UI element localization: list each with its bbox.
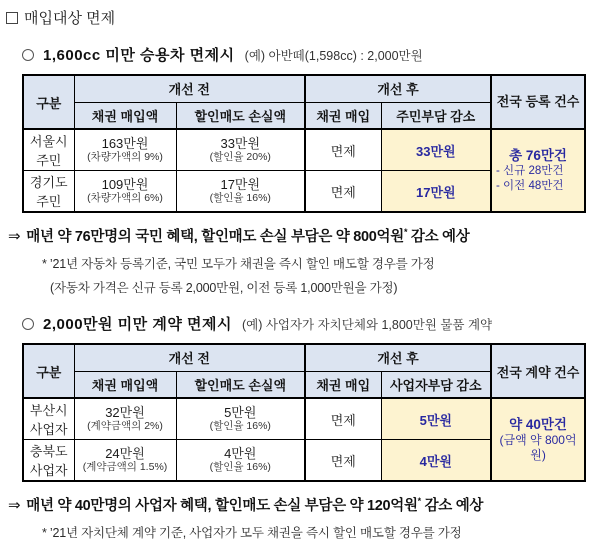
th-discount-sale-loss: 할인매도 손실액	[176, 371, 305, 398]
row-label-seoul: 서울시 주민	[23, 129, 74, 171]
th-nationwide-contracts: 전국 계약 건수	[491, 344, 585, 398]
cell-gyeonggi-exempt: 면제	[305, 171, 381, 213]
th-category: 구분	[23, 75, 74, 129]
contract-exemption-table	[22, 343, 586, 482]
section1-example: (예) 아반떼(1,598cc) : 2,000만원	[244, 49, 423, 63]
doc-title-text: 매입대상 면제	[24, 10, 116, 27]
cell-seoul-loss: 33만원 (할인율 20%)	[176, 129, 305, 171]
circle-bullet-icon	[22, 49, 34, 61]
th-nationwide-registrations: 전국 등록 건수	[491, 75, 585, 129]
doc-title	[6, 7, 592, 28]
table-row	[23, 129, 585, 171]
cell-seoul-purchase: 163만원 (차량가액의 9%)	[74, 129, 176, 171]
cell-busan-loss: 5만원 (할인율 16%)	[176, 398, 305, 440]
car-exemption-table	[22, 74, 586, 213]
row-label-gyeonggi: 경기도 주민	[23, 171, 74, 213]
square-bullet-icon	[6, 12, 18, 24]
section1-summary	[8, 225, 592, 246]
double-arrow-icon: ⇒	[8, 228, 21, 245]
th-resident-burden-reduction: 주민부담 감소	[381, 102, 491, 129]
cell-chungbuk-purchase: 24만원 (계약금액의 1.5%)	[74, 440, 176, 482]
section2-summary	[8, 494, 592, 515]
row-label-busan: 부산시 사업자	[23, 398, 74, 440]
th-business-burden-reduction: 사업자부담 감소	[381, 371, 491, 398]
th-category: 구분	[23, 344, 74, 398]
cell-chungbuk-loss: 4만원 (할인율 16%)	[176, 440, 305, 482]
section1-heading	[22, 44, 592, 65]
th-bond-purchase-amount: 채권 매입액	[74, 371, 176, 398]
th-bond-purchase: 채권 매입	[305, 371, 381, 398]
section2-heading	[22, 313, 592, 334]
cell-gyeonggi-purchase: 109만원 (차량가액의 6%)	[74, 171, 176, 213]
th-after: 개선 후	[305, 344, 491, 371]
th-after: 개선 후	[305, 75, 491, 102]
section2-heading-text: 2,000만원 미만 계약 면제시	[43, 316, 232, 333]
cell-chungbuk-reduction: 4만원	[381, 440, 491, 482]
cell-busan-exempt: 면제	[305, 398, 381, 440]
section1-note-2: (자동차 가격은 신규 등록 2,000만원, 이전 등록 1,000만원을 가정)	[50, 281, 398, 295]
table-row	[23, 398, 585, 440]
th-before: 개선 전	[74, 75, 305, 102]
row-label-chungbuk: 충북도 사업자	[23, 440, 74, 482]
cell-nationwide-contracts: 약 40만건 (금액 약 800억원)	[491, 398, 585, 481]
section1-note-1: * ’21년 자동차 등록기준, 국민 모두가 채권을 즉시 할인 매도할 경우를 가정	[42, 257, 435, 271]
cell-seoul-reduction: 33만원	[381, 129, 491, 171]
cell-gyeonggi-reduction: 17만원	[381, 171, 491, 213]
section2-example: (예) 사업자가 자치단체와 1,800만원 물품 계약	[241, 318, 493, 332]
section1-summary-text: 매년 약 76만명의 국민 혜택, 할인매도 손실 부담은 약 800억원* 감소 예상	[26, 227, 470, 245]
double-arrow-icon: ⇒	[8, 497, 21, 514]
circle-bullet-icon	[22, 318, 34, 330]
cell-chungbuk-exempt: 면제	[305, 440, 381, 482]
th-before: 개선 전	[74, 344, 305, 371]
section2-note-1: * ’21년 자치단체 계약 기준, 사업자가 모두 채권을 즉시 할인 매도할 경우를 가정	[42, 526, 462, 540]
cell-nationwide-registrations: 총 76만건 - 신규 28만건 - 이전 48만건	[491, 129, 585, 212]
section2-summary-text: 매년 약 40만명의 사업자 혜택, 할인매도 손실 부담은 약 120억원* 감소 예상	[26, 496, 484, 514]
th-bond-purchase: 채권 매입	[305, 102, 381, 129]
section1-heading-text: 1,600cc 미만 승용차 면제시	[43, 47, 235, 64]
cell-seoul-exempt: 면제	[305, 129, 381, 171]
cell-busan-reduction: 5만원	[381, 398, 491, 440]
cell-gyeonggi-loss: 17만원 (할인율 16%)	[176, 171, 305, 213]
cell-busan-purchase: 32만원 (계약금액의 2%)	[74, 398, 176, 440]
th-discount-sale-loss: 할인매도 손실액	[176, 102, 305, 129]
th-bond-purchase-amount: 채권 매입액	[74, 102, 176, 129]
